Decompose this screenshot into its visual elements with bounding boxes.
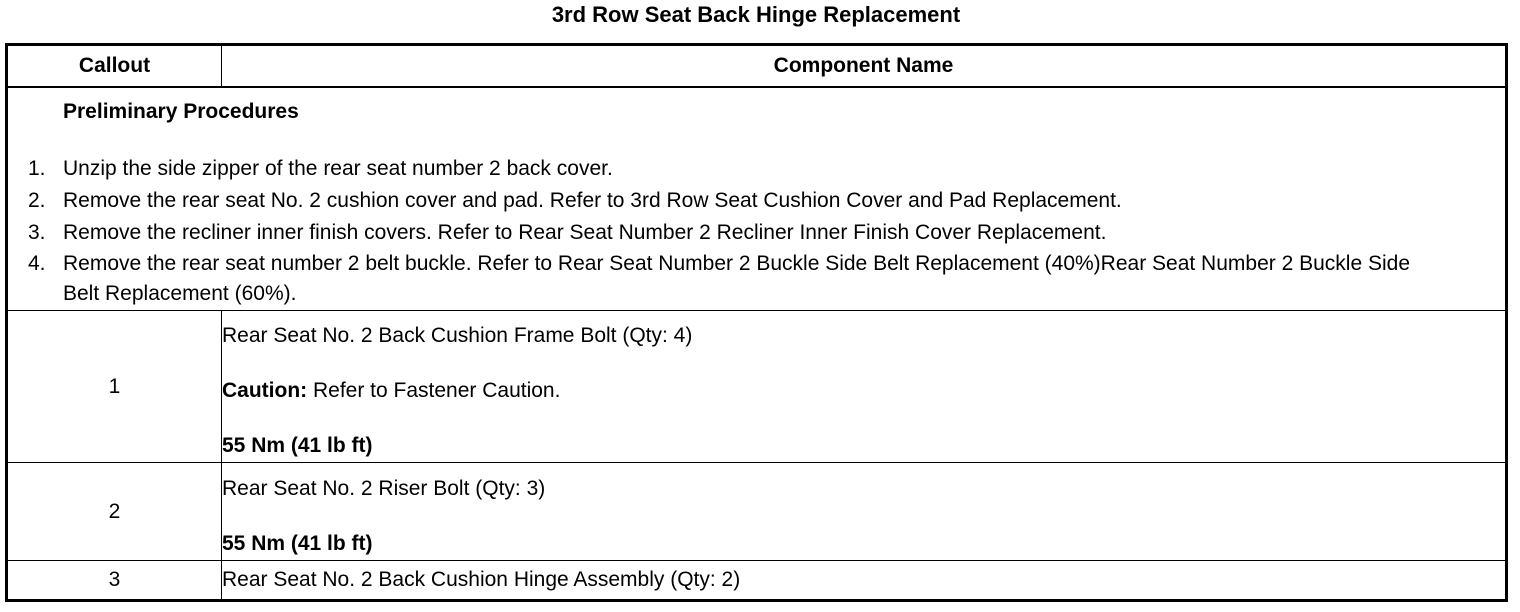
component-cell [222,463,1507,561]
step-number: 3. [28,220,46,244]
page-title: 3rd Row Seat Back Hinge Replacement [551,2,961,27]
preliminary-step [8,185,1505,217]
step-number: 1. [28,156,46,180]
component-name: Rear Seat No. 2 Riser Bolt (Qty: 3) [222,476,546,500]
table-row [7,463,1507,561]
table-row [7,561,1507,601]
step-text: Remove the rear seat No. 2 cushion cover and pad. Refer to 3rd Row Seat Cushion Cover and Pad Replacement. [63,188,1122,212]
preliminary-procedures-heading: Preliminary Procedures [63,99,299,123]
preliminary-step [8,217,1505,249]
step-text: Unzip the side zipper of the rear seat number 2 back cover. [63,156,613,180]
component-cell [222,311,1507,463]
caution-label: Caution: [222,378,308,402]
component-name: Rear Seat No. 2 Back Cushion Hinge Assembly (Qty: 2) [222,568,741,591]
step-number: 4. [28,251,46,275]
component-table [5,43,1508,602]
preliminary-step [8,249,1505,309]
preliminary-procedures-cell [7,87,1507,311]
torque-spec: 55 Nm (41 lb ft) [222,433,373,457]
step-number: 2. [28,188,46,212]
preliminary-step [8,153,1505,185]
table-header-row [7,45,1507,88]
table-row [7,311,1507,463]
callout-cell: 3 [7,561,222,601]
preliminary-procedures-row [7,87,1507,311]
component-name: Rear Seat No. 2 Back Cushion Frame Bolt (Qty: 4) [222,323,693,347]
callout-column-header: Callout [7,45,222,88]
step-text: Remove the recliner inner finish covers. Refer to Rear Seat Number 2 Recliner Inner Finish Cover Replacement. [63,220,1107,244]
callout-cell: 1 [7,311,222,463]
caution-text: Refer to Fastener Caution. [307,378,561,402]
callout-cell: 2 [7,463,222,561]
preliminary-steps-list [8,153,1505,309]
component-cell [222,561,1507,601]
caution-line [222,378,1505,404]
component-name-column-header: Component Name [222,45,1507,88]
torque-spec: 55 Nm (41 lb ft) [222,531,373,555]
step-text: Remove the rear seat number 2 belt buckle. Refer to Rear Seat Number 2 Buckle Side Belt Replacement (40%)Rear Seat Number 2 Buckle Side Belt Replacement (60%). [63,251,1410,305]
